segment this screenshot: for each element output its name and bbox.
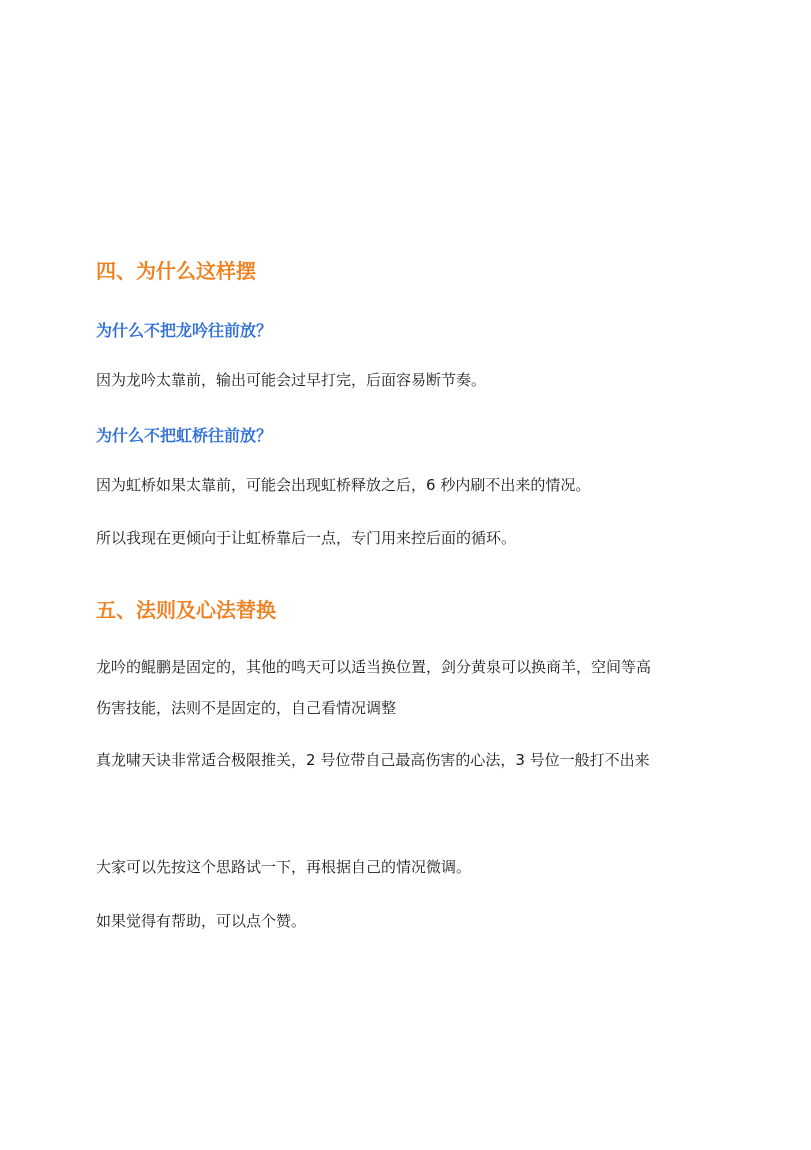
paragraph-replacement-line-1: 龙吟的鲲鹏是固定的，其他的鸣天可以适当换位置，剑分黄泉可以换商羊，空间等高	[96, 658, 652, 676]
question-longyin: 为什么不把龙吟往前放？	[96, 321, 273, 340]
answer-longyin: 因为龙吟太靠前，输出可能会过早打完，后面容易断节奏。	[96, 371, 487, 389]
closing-paragraph-2: 如果觉得有帮助，可以点个赞。	[96, 912, 307, 930]
paragraph-zhenlong: 真龙啸天诀非常适合极限推关，2 号位带自己最高伤害的心法，3 号位一般打不出来	[96, 751, 650, 769]
answer-hongqiao-conclusion: 所以我现在更倾向于让虹桥靠后一点，专门用来控后面的循环。	[96, 529, 517, 547]
question-hongqiao: 为什么不把虹桥往前放？	[96, 426, 273, 445]
section-5-heading: 五、法则及心法替换	[96, 598, 276, 622]
closing-paragraph-1: 大家可以先按这个思路试一下，再根据自己的情况微调。	[96, 858, 472, 876]
paragraph-replacement-line-2: 伤害技能，法则不是固定的，自己看情况调整	[96, 699, 397, 717]
section-4-heading: 四、为什么这样摆	[96, 259, 256, 283]
answer-hongqiao: 因为虹桥如果太靠前，可能会出现虹桥释放之后，6 秒内刷不出来的情况。	[96, 476, 591, 494]
